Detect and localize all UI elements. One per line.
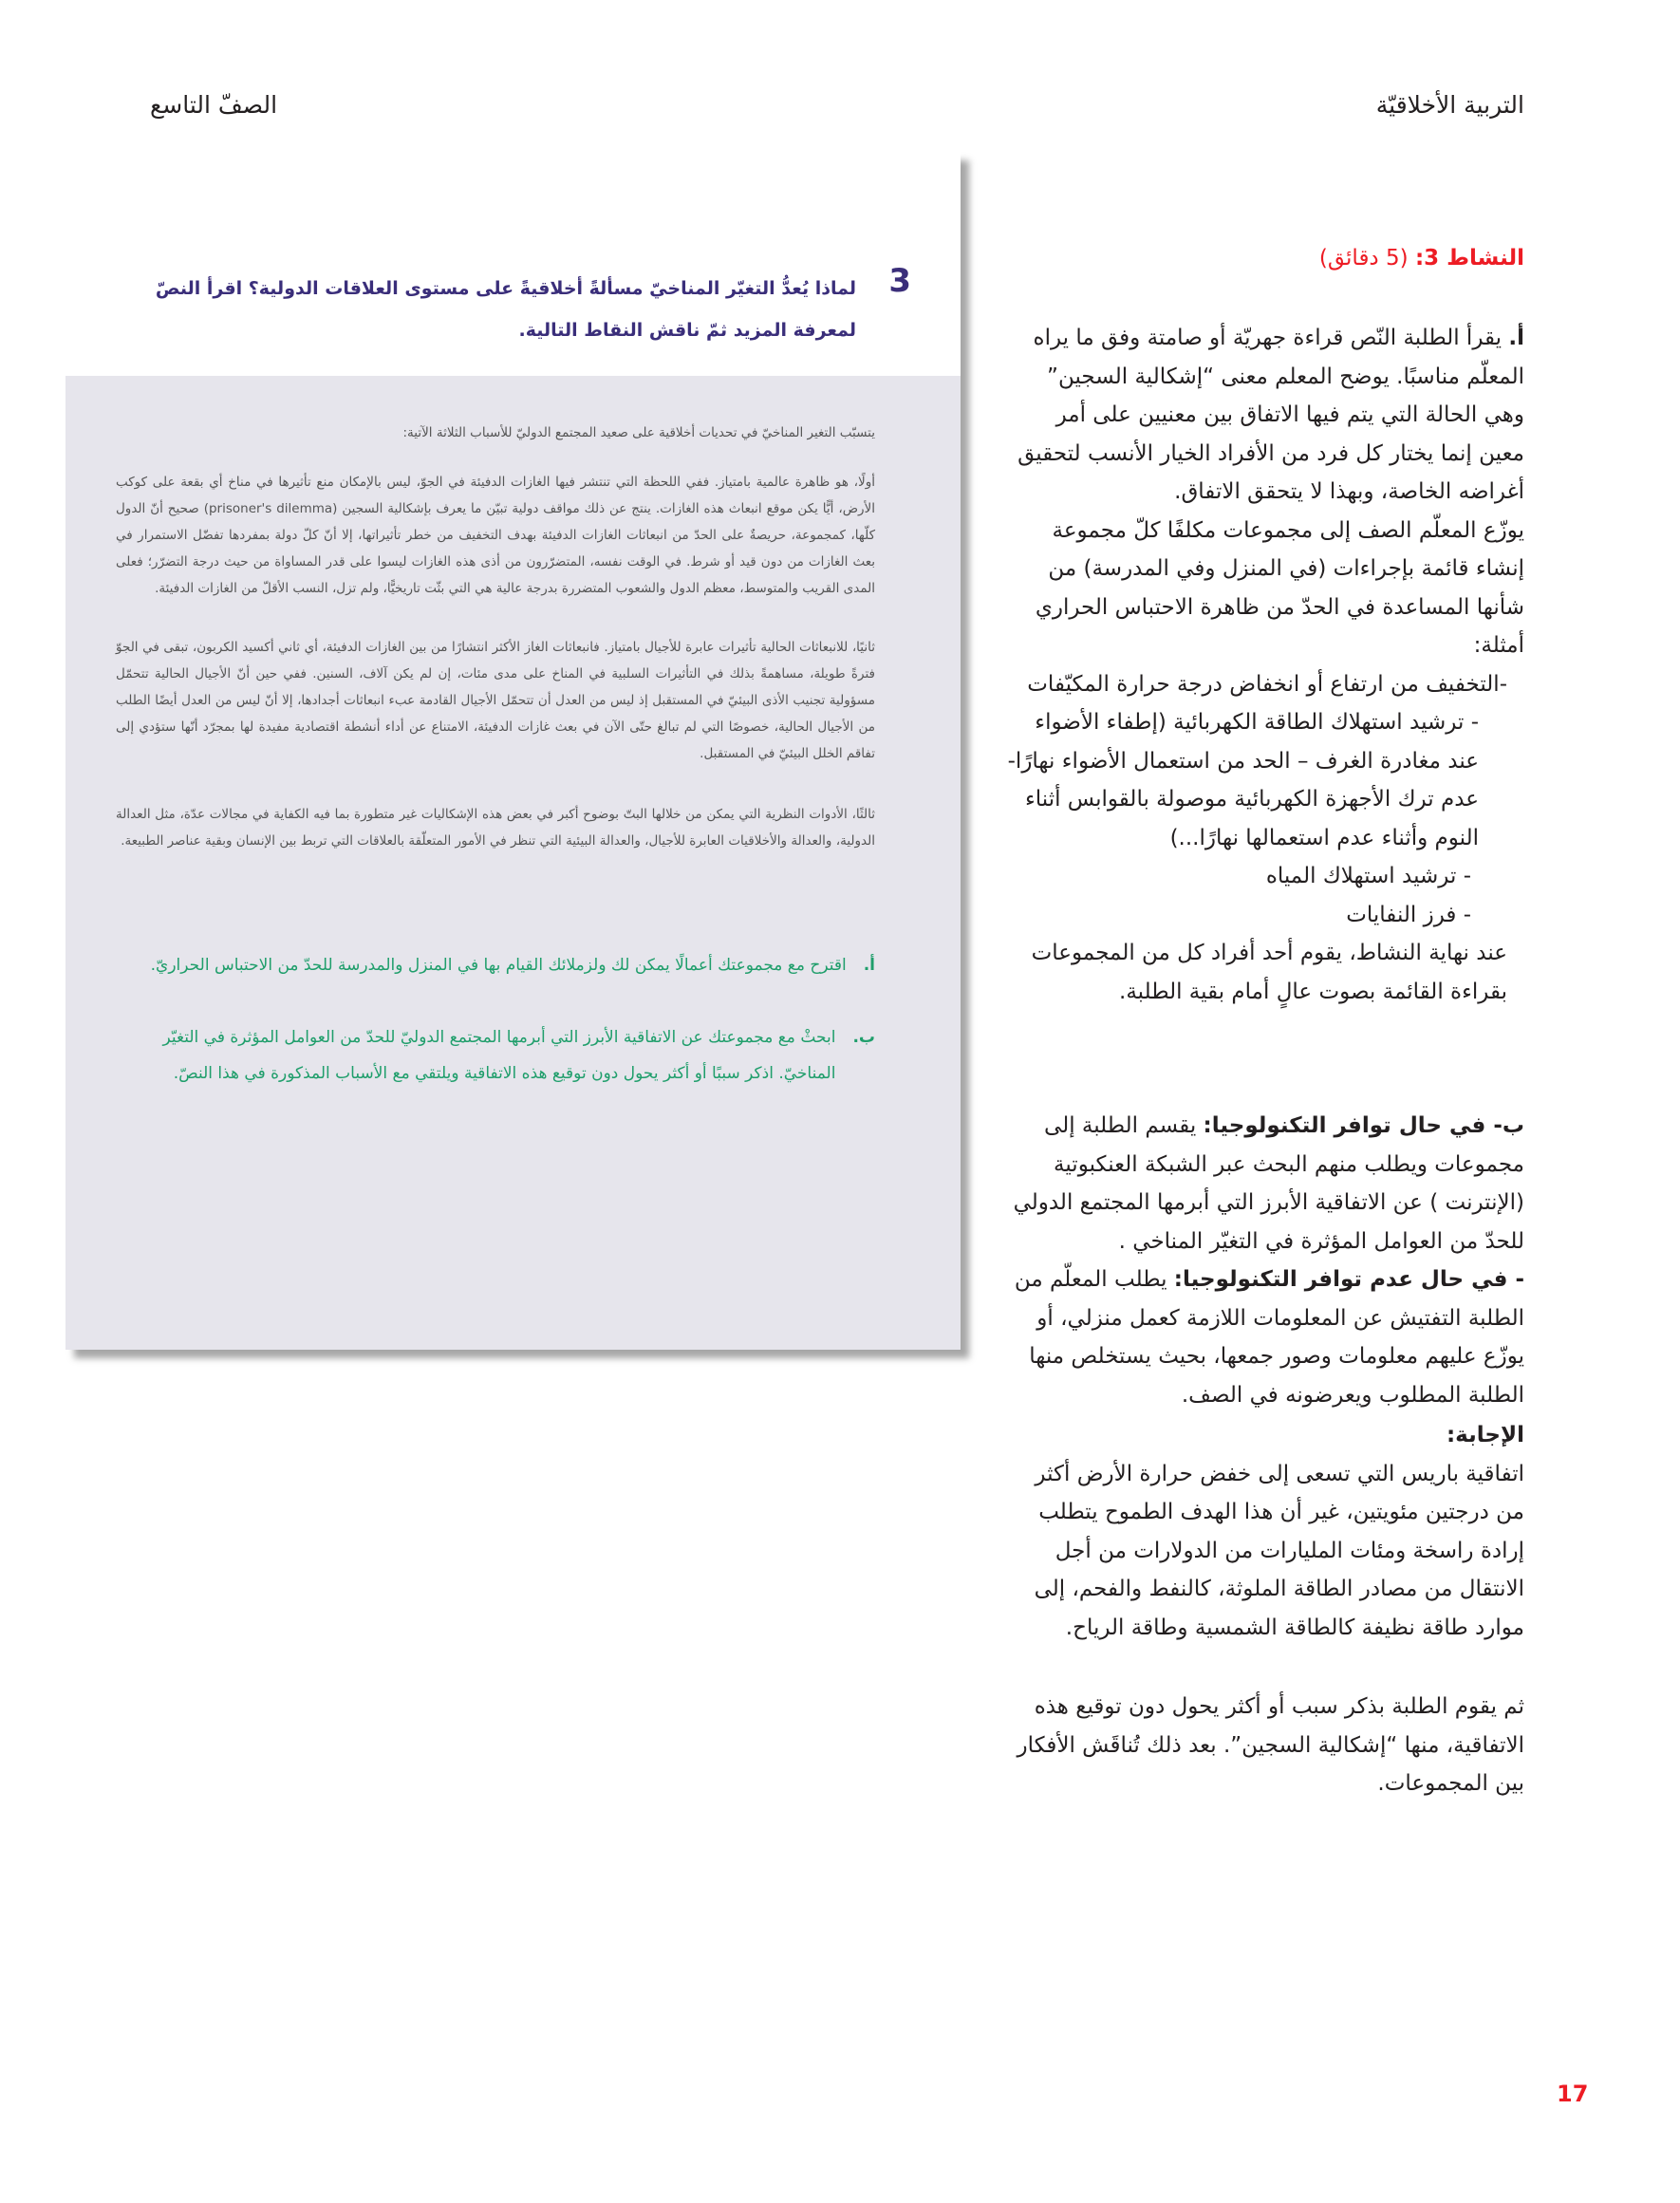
reading-intro: يتسبّب التغير المناخيّ في تحديات أخلاقية على صعيد المجتمع الدوليّ للأسباب الثلاثة الآتية: [402, 425, 875, 440]
task-a-text: اقترح مع مجموعتك أعمالًا يمكن لك ولزملائك القيام بها في المنزل والمدرسة للحدّ من الاحتباس الحراريّ. [150, 956, 847, 975]
reading-paragraph-1: أولًا، هو ظاهرة عالمية بامتياز. ففي اللحظة التي تنتشر فيها الغازات الدفيئة في الجوّ، ليس بالإمكان منع تأثيرها في مناخ أي بقعة على كوكب الأرض، أيًّا يكن موقع انبعاث هذه الغازات. ينتج عن ذلك مواقف دولية تبيّن ما يعرف بإشكالية السجين (prisoner's dilemma) صحيح أنّ الدول كلّها، كمجموعة، حريصةٌ على الحدّ من انبعاثات الغازات الدفيئة بهدف التخفيف من خطر تأثيراتها، إلا أنّ كلّ دولة بمفردها تفضّل الاستمرار في بعث الغازات من دون قيد أو شرط. في الوقت نفسه، المتضرّرون من أذى هذه الغازات ليسوا على قدر المساواة من حيث درجة التضرّر؛ فعلى المدى القريب والمتوسط، معظم الدول والشعوب المتضررة بدرجة عالية هي التي بثّت تاريخيًّا، ولم تزل، النسب الأقلّ من الغازات الدفيئة. [116, 475, 875, 596]
header-subject: التربية الأخلاقيّة [1375, 91, 1524, 119]
answer-section [1007, 1416, 1524, 1647]
b-notech-text: يطلب المعلّم من الطلبة التفتيش عن المعلومات اللازمة كعمل منزلي، أو يوزّع عليهم معلومات وصور جمعها، بحيث يستخلص منها الطلبة المطلوب ويعرضونه في الصف. [1014, 1267, 1524, 1408]
example-4: - فرز النفايات [1346, 902, 1471, 927]
example-2: - ترشيد استهلاك الطاقة الكهربائية (إطفاء الأضواء عند مغادرة الغرف – الحد من استعمال الأضواء نهارًا-عدم ترك الأجهزة الكهربائية موصولة بالقوابس أثناء النوم وأثناء عدم استعمالها نهارًا...) [1007, 710, 1479, 850]
activity-title: النشاط 3: [1414, 246, 1524, 271]
textbook-page-card [65, 152, 961, 1350]
task-b [106, 1019, 875, 1092]
paragraph-a-mark: أ. [1508, 326, 1524, 350]
question-number: 3 [888, 262, 911, 300]
question-text: لماذا يُعدُّ التغيّر المناخيّ مسألةً أخلاقيةً على مستوى العلاقات الدولية؟ اقرأ النصّ لمعرفة المزيد ثمّ ناقش النقاط التالية. [155, 278, 856, 341]
paragraph-a [1007, 319, 1524, 512]
instructions-a [1007, 319, 1524, 1011]
reading-paragraph-3: ثالثًا، الأدوات النظرية التي يمكن من خلالها البتّ بوضوح أكبر في بعض هذه الإشكاليات غير متطورة بما فيه الكفاية في مجالات عدّة، مثل العدالة الدولية، والعدالة والأخلاقيات العابرة للأجيال، والعدالة البيئية التي تنظر في الأمور المتعلّقة بالعلاقات التي تربط بين الإنسان وبقية عناصر الطبيعة. [116, 807, 875, 849]
task-a [106, 947, 875, 983]
closing-paragraph: ثم يقوم الطلبة بذكر سبب أو أكثر يحول دون توقيع هذه الاتفاقية، منها “إشكالية السجين”. بعد ذلك تُناقَش الأفكار بين المجموعات. [1017, 1694, 1524, 1796]
reading-paragraph-2: ثانيًا، للانبعاثات الحالية تأثيرات عابرة للأجيال بامتياز. فانبعاثات الغاز الأكثر انتشارًا من بين الغازات الدفيئة، أي ثاني أكسيد الكربون، تبقى في الجوّ فترةً طويلة، مساهمةً بذلك في التأثيرات السلبية في المناخ على مدى مئات، إن لم يكن آلاف، السنين. ففي حين أنّ الأجيال الحالية تتحمّل مسؤولية تجنيب الأذى البيئيّ في المستقبل إذ ليس من العدل أن تتحمّل الأجيال القادمة عبء انبعاثات أجدادها، إلا أنّ ليس من العدل أيضًا الطلب من الأجيال الحالية، خصوصًا التي لم تبالغ حتّى الآن في بعث غازات الدفيئة، الامتناع عن أداء أنشطة اقتصادية مفيدة لها بمجرّد أنّها ستؤدي إلى تفاقم الخلل البيئيّ في المستقبل. [116, 640, 875, 761]
examples-label: أمثلة: [1473, 633, 1524, 658]
example-3: - ترشيد استهلاك المياه [1265, 864, 1471, 888]
end-note: عند نهاية النشاط، يقوم أحد أفراد كل من المجموعات بقراءة القائمة بصوت عالٍ أمام بقية الطلبة. [1031, 941, 1507, 1004]
task-a-mark: أ. [863, 956, 875, 975]
paragraph-b-notech [1007, 1260, 1524, 1414]
b-tech-label: ب- في حال توافر التكنولوجيا: [1203, 1113, 1524, 1138]
paragraph-groups: يوزّع المعلّم الصف إلى مجموعات مكلفًا كلّ مجموعة إنشاء قائمة بإجراءات (في المنزل وفي المدرسة) من شأنها المساعدة في الحدّ من ظاهرة الاحتباس الحراري [1035, 517, 1524, 620]
task-b-text: ابحثْ مع مجموعتك عن الاتفاقية الأبرز التي أبرمها المجتمع الدوليّ للحدّ من العوامل المؤثرة في التغيّر المناخيّ. اذكر سببًا أو أكثر يحول دون توقيع هذه الاتفاقية ويلتقي مع الأسباب المذكورة في هذا النصّ. [162, 1028, 836, 1083]
answer-label: الإجابة: [1446, 1423, 1524, 1447]
paragraph-a-text: يقرأ الطلبة النّص قراءة جهريّة أو صامتة وفق ما يراه المعلّم مناسبًا. يوضح المعلم معنى “إشكالية السجين” وهي الحالة التي يتم فيها الاتفاق بين معنيين على أمر معين إنما يختار كل فرد من الأفراد الخيار الأنسب لتحقيق أغراضه الخاصة، وبهذا لا يتحقق الاتفاق. [1017, 326, 1524, 504]
example-1: -التخفيف من ارتفاع أو انخفاض درجة حرارة المكيّفات [1027, 671, 1507, 697]
b-tech-text: يقسم الطلبة إلى مجموعات ويطلب منهم البحث عبر الشبكة العنكبوتية (الإنترنت ) عن الاتفاقية الأبرز التي أبرمها المجتمع الدولي للحدّ من العوامل المؤثرة في التغيّر المناخي . [1013, 1113, 1524, 1254]
b-notech-label: - في حال عدم توافر التكنولوجيا: [1173, 1267, 1524, 1292]
page-number: 17 [1557, 2081, 1589, 2107]
instructions-b [1007, 1107, 1524, 1414]
activity-heading [1007, 239, 1524, 278]
activity-time: (5 دقائق) [1318, 246, 1415, 271]
answer-text: اتفاقية باريس التي تسعى إلى خفض حرارة الأرض أكثر من درجتين مئويتين، غير أن هذا الهدف الطموح يتطلب إرادة راسخة ومئات المليارات من الدولارات من أجل الانتقال من مصادر الطاقة الملوثة، كالنفط والفحم، إلى موارد طاقة نظيفة كالطاقة الشمسية وطاقة الرياح. [1034, 1461, 1524, 1640]
task-b-mark: ب. [852, 1028, 875, 1047]
question-header [65, 152, 961, 376]
header-grade: الصفّ التاسع [150, 91, 278, 119]
paragraph-b-tech [1007, 1107, 1524, 1260]
